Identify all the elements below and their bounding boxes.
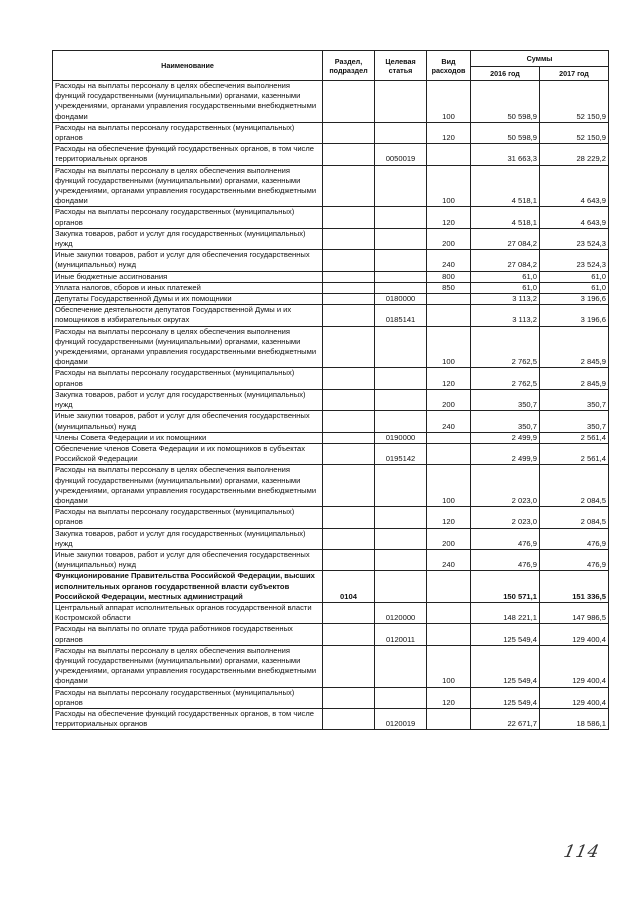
row-sum-2016: 476,9 xyxy=(471,528,540,549)
row-article: 0050019 xyxy=(375,144,427,165)
row-sum-2016: 2 023,0 xyxy=(471,465,540,507)
row-sum-2016: 125 549,4 xyxy=(471,645,540,687)
row-sum-2016: 2 499,9 xyxy=(471,432,540,443)
row-article: 0195142 xyxy=(375,443,427,464)
row-section xyxy=(323,465,375,507)
row-sum-2016: 50 598,9 xyxy=(471,122,540,143)
row-expense-type: 120 xyxy=(427,207,471,228)
row-name: Закупка товаров, работ и услуг для государственных (муниципальных) нужд xyxy=(53,389,323,410)
row-sum-2016: 4 518,1 xyxy=(471,207,540,228)
row-section xyxy=(323,645,375,687)
row-expense-type: 800 xyxy=(427,271,471,282)
row-section xyxy=(323,326,375,368)
row-section xyxy=(323,411,375,432)
row-expense-type: 100 xyxy=(427,165,471,207)
row-expense-type xyxy=(427,443,471,464)
row-expense-type: 240 xyxy=(427,411,471,432)
table-row xyxy=(53,228,609,249)
row-article xyxy=(375,122,427,143)
row-expense-type xyxy=(427,602,471,623)
row-article xyxy=(375,81,427,123)
row-section xyxy=(323,250,375,271)
row-expense-type: 100 xyxy=(427,465,471,507)
row-expense-type: 200 xyxy=(427,528,471,549)
row-name: Расходы на обеспечение функций государственных органов, в том числе территориальных органов xyxy=(53,144,323,165)
table-body xyxy=(53,81,609,730)
table-row xyxy=(53,624,609,645)
row-section xyxy=(323,144,375,165)
table-row xyxy=(53,326,609,368)
table-header xyxy=(53,51,609,81)
row-section xyxy=(323,432,375,443)
table-row xyxy=(53,411,609,432)
row-article xyxy=(375,507,427,528)
table-row xyxy=(53,687,609,708)
row-article xyxy=(375,528,427,549)
row-expense-type: 120 xyxy=(427,122,471,143)
row-expense-type xyxy=(427,624,471,645)
row-section xyxy=(323,708,375,729)
row-section xyxy=(323,624,375,645)
row-name: Центральный аппарат исполнительных органов государственной власти Костромской области xyxy=(53,602,323,623)
row-name: Иные закупки товаров, работ и услуг для обеспечения государственных (муниципальных) нужд xyxy=(53,549,323,570)
row-article xyxy=(375,645,427,687)
table-row xyxy=(53,507,609,528)
header-name: Наименование xyxy=(53,51,323,81)
row-name: Расходы на выплаты персоналу государственных (муниципальных) органов xyxy=(53,122,323,143)
row-sum-2017: 52 150,9 xyxy=(540,122,609,143)
row-sum-2017: 61,0 xyxy=(540,271,609,282)
row-article: 0180000 xyxy=(375,294,427,305)
row-article xyxy=(375,228,427,249)
row-section xyxy=(323,207,375,228)
row-expense-type xyxy=(427,294,471,305)
table-row xyxy=(53,165,609,207)
row-article xyxy=(375,411,427,432)
row-sum-2016: 3 113,2 xyxy=(471,294,540,305)
row-article xyxy=(375,687,427,708)
row-article xyxy=(375,389,427,410)
row-article: 0120000 xyxy=(375,602,427,623)
row-sum-2017: 2 561,4 xyxy=(540,432,609,443)
row-article xyxy=(375,282,427,293)
table-row xyxy=(53,81,609,123)
table-row xyxy=(53,443,609,464)
row-sum-2017: 476,9 xyxy=(540,549,609,570)
row-expense-type: 850 xyxy=(427,282,471,293)
row-sum-2016: 2 499,9 xyxy=(471,443,540,464)
table-row xyxy=(53,602,609,623)
row-name: Расходы на выплаты персоналу государственных (муниципальных) органов xyxy=(53,687,323,708)
row-sum-2016: 2 023,0 xyxy=(471,507,540,528)
row-name: Депутаты Государственной Думы и их помощники xyxy=(53,294,323,305)
row-name: Расходы на выплаты по оплате труда работников государственных органов xyxy=(53,624,323,645)
table-row xyxy=(53,432,609,443)
table-row xyxy=(53,207,609,228)
row-name: Функционирование Правительства Российской Федерации, высших исполнительных органов государственной власти субъектов Российской Федерации, местных администраций xyxy=(53,571,323,603)
table-row xyxy=(53,122,609,143)
row-sum-2017: 2 561,4 xyxy=(540,443,609,464)
row-name: Расходы на выплаты персоналу в целях обеспечения выполнения функций государственными (муниципальными) органами, казенными учреждениями, органами управления государственными внебюджетными фондами xyxy=(53,465,323,507)
row-sum-2017: 2 845,9 xyxy=(540,326,609,368)
row-sum-2016: 125 549,4 xyxy=(471,687,540,708)
row-name: Иные бюджетные ассигнования xyxy=(53,271,323,282)
row-expense-type xyxy=(427,144,471,165)
row-article: 0190000 xyxy=(375,432,427,443)
row-section xyxy=(323,165,375,207)
header-sums: Суммы xyxy=(471,51,609,67)
row-sum-2016: 476,9 xyxy=(471,549,540,570)
row-sum-2017: 3 196,6 xyxy=(540,294,609,305)
row-sum-2017: 23 524,3 xyxy=(540,250,609,271)
row-article: 0120011 xyxy=(375,624,427,645)
table-row xyxy=(53,294,609,305)
row-name: Уплата налогов, сборов и иных платежей xyxy=(53,282,323,293)
row-section xyxy=(323,294,375,305)
row-sum-2017: 4 643,9 xyxy=(540,165,609,207)
table-row xyxy=(53,571,609,603)
row-sum-2016: 148 221,1 xyxy=(471,602,540,623)
row-name: Расходы на выплаты персоналу государственных (муниципальных) органов xyxy=(53,368,323,389)
row-sum-2016: 61,0 xyxy=(471,271,540,282)
row-expense-type: 240 xyxy=(427,549,471,570)
row-section xyxy=(323,282,375,293)
header-year-2017: 2017 год xyxy=(540,67,609,81)
header-year-2016: 2016 год xyxy=(471,67,540,81)
row-sum-2017: 2 084,5 xyxy=(540,507,609,528)
table-row xyxy=(53,528,609,549)
row-article xyxy=(375,549,427,570)
row-name: Расходы на выплаты персоналу в целях обеспечения выполнения функций государственными (муниципальными) органами, казенными учреждениями, органами управления государственными внебюджетными фондами xyxy=(53,645,323,687)
row-sum-2017: 61,0 xyxy=(540,282,609,293)
row-name: Иные закупки товаров, работ и услуг для обеспечения государственных (муниципальных) нужд xyxy=(53,250,323,271)
row-sum-2016: 350,7 xyxy=(471,389,540,410)
row-article: 0120019 xyxy=(375,708,427,729)
row-expense-type xyxy=(427,305,471,326)
row-section xyxy=(323,549,375,570)
row-sum-2017: 151 336,5 xyxy=(540,571,609,603)
row-name: Расходы на выплаты персоналу в целях обеспечения выполнения функций государственными (муниципальными) органами, казенными учреждениями, органами управления государственными внебюджетными фондами xyxy=(53,165,323,207)
row-sum-2017: 52 150,9 xyxy=(540,81,609,123)
row-sum-2017: 23 524,3 xyxy=(540,228,609,249)
row-expense-type xyxy=(427,708,471,729)
row-section xyxy=(323,528,375,549)
row-section xyxy=(323,271,375,282)
table-row xyxy=(53,305,609,326)
row-name: Расходы на выплаты персоналу в целях обеспечения выполнения функций государственными (муниципальными) органами, казенными учреждениями, органами управления государственными внебюджетными фондами xyxy=(53,81,323,123)
row-name: Обеспечение деятельности депутатов Государственной Думы и их помощников в избирательных округах xyxy=(53,305,323,326)
budget-table xyxy=(52,50,609,730)
row-sum-2017: 4 643,9 xyxy=(540,207,609,228)
row-sum-2017: 129 400,4 xyxy=(540,624,609,645)
row-article: 0185141 xyxy=(375,305,427,326)
row-sum-2016: 350,7 xyxy=(471,411,540,432)
row-sum-2016: 150 571,1 xyxy=(471,571,540,603)
row-section xyxy=(323,122,375,143)
table-row xyxy=(53,465,609,507)
row-name: Обеспечение членов Совета Федерации и их помощников в субъектах Российской Федерации xyxy=(53,443,323,464)
table-row xyxy=(53,250,609,271)
row-sum-2017: 18 586,1 xyxy=(540,708,609,729)
row-expense-type: 100 xyxy=(427,326,471,368)
row-article xyxy=(375,368,427,389)
header-article: Целевая статья xyxy=(375,51,427,81)
row-section xyxy=(323,507,375,528)
row-sum-2017: 129 400,4 xyxy=(540,687,609,708)
row-sum-2017: 2 084,5 xyxy=(540,465,609,507)
row-expense-type: 120 xyxy=(427,368,471,389)
row-name: Закупка товаров, работ и услуг для государственных (муниципальных) нужд xyxy=(53,528,323,549)
row-section xyxy=(323,443,375,464)
table-row xyxy=(53,368,609,389)
row-expense-type: 200 xyxy=(427,389,471,410)
row-section: 0104 xyxy=(323,571,375,603)
row-section xyxy=(323,389,375,410)
row-section xyxy=(323,602,375,623)
table-row xyxy=(53,282,609,293)
row-article xyxy=(375,207,427,228)
table-row xyxy=(53,549,609,570)
table-row xyxy=(53,645,609,687)
row-sum-2016: 2 762,5 xyxy=(471,368,540,389)
row-sum-2016: 125 549,4 xyxy=(471,624,540,645)
row-name: Закупка товаров, работ и услуг для государственных (муниципальных) нужд xyxy=(53,228,323,249)
row-sum-2017: 350,7 xyxy=(540,411,609,432)
row-sum-2016: 61,0 xyxy=(471,282,540,293)
page-number-handwritten: 114 xyxy=(561,842,602,862)
row-sum-2016: 4 518,1 xyxy=(471,165,540,207)
row-article xyxy=(375,165,427,207)
row-sum-2017: 476,9 xyxy=(540,528,609,549)
row-name: Члены Совета Федерации и их помощники xyxy=(53,432,323,443)
row-expense-type xyxy=(427,432,471,443)
row-sum-2017: 28 229,2 xyxy=(540,144,609,165)
row-name: Расходы на выплаты персоналу государственных (муниципальных) органов xyxy=(53,507,323,528)
header-section: Раздел, подраздел xyxy=(323,51,375,81)
row-section xyxy=(323,228,375,249)
row-sum-2017: 3 196,6 xyxy=(540,305,609,326)
row-sum-2017: 2 845,9 xyxy=(540,368,609,389)
table-row xyxy=(53,271,609,282)
table-row xyxy=(53,708,609,729)
row-expense-type: 120 xyxy=(427,687,471,708)
row-sum-2016: 2 762,5 xyxy=(471,326,540,368)
row-sum-2017: 147 986,5 xyxy=(540,602,609,623)
row-name: Иные закупки товаров, работ и услуг для обеспечения государственных (муниципальных) нужд xyxy=(53,411,323,432)
row-section xyxy=(323,368,375,389)
row-sum-2016: 3 113,2 xyxy=(471,305,540,326)
row-expense-type: 100 xyxy=(427,81,471,123)
row-section xyxy=(323,305,375,326)
row-sum-2016: 22 671,7 xyxy=(471,708,540,729)
table-row xyxy=(53,389,609,410)
row-sum-2017: 350,7 xyxy=(540,389,609,410)
row-sum-2016: 27 084,2 xyxy=(471,250,540,271)
row-article xyxy=(375,271,427,282)
row-article xyxy=(375,465,427,507)
row-sum-2016: 31 663,3 xyxy=(471,144,540,165)
table-row xyxy=(53,144,609,165)
row-section xyxy=(323,81,375,123)
row-expense-type: 200 xyxy=(427,228,471,249)
row-expense-type: 100 xyxy=(427,645,471,687)
row-expense-type: 240 xyxy=(427,250,471,271)
header-type: Вид расходов xyxy=(427,51,471,81)
row-section xyxy=(323,687,375,708)
row-article xyxy=(375,250,427,271)
row-expense-type: 120 xyxy=(427,507,471,528)
row-name: Расходы на выплаты персоналу государственных (муниципальных) органов xyxy=(53,207,323,228)
row-sum-2017: 129 400,4 xyxy=(540,645,609,687)
row-sum-2016: 50 598,9 xyxy=(471,81,540,123)
row-name: Расходы на обеспечение функций государственных органов, в том числе территориальных органов xyxy=(53,708,323,729)
row-name: Расходы на выплаты персоналу в целях обеспечения выполнения функций государственными (муниципальными) органами, казенными учреждениями, органами управления государственными внебюджетными фондами xyxy=(53,326,323,368)
row-expense-type xyxy=(427,571,471,603)
row-sum-2016: 27 084,2 xyxy=(471,228,540,249)
row-article xyxy=(375,326,427,368)
row-article xyxy=(375,571,427,603)
